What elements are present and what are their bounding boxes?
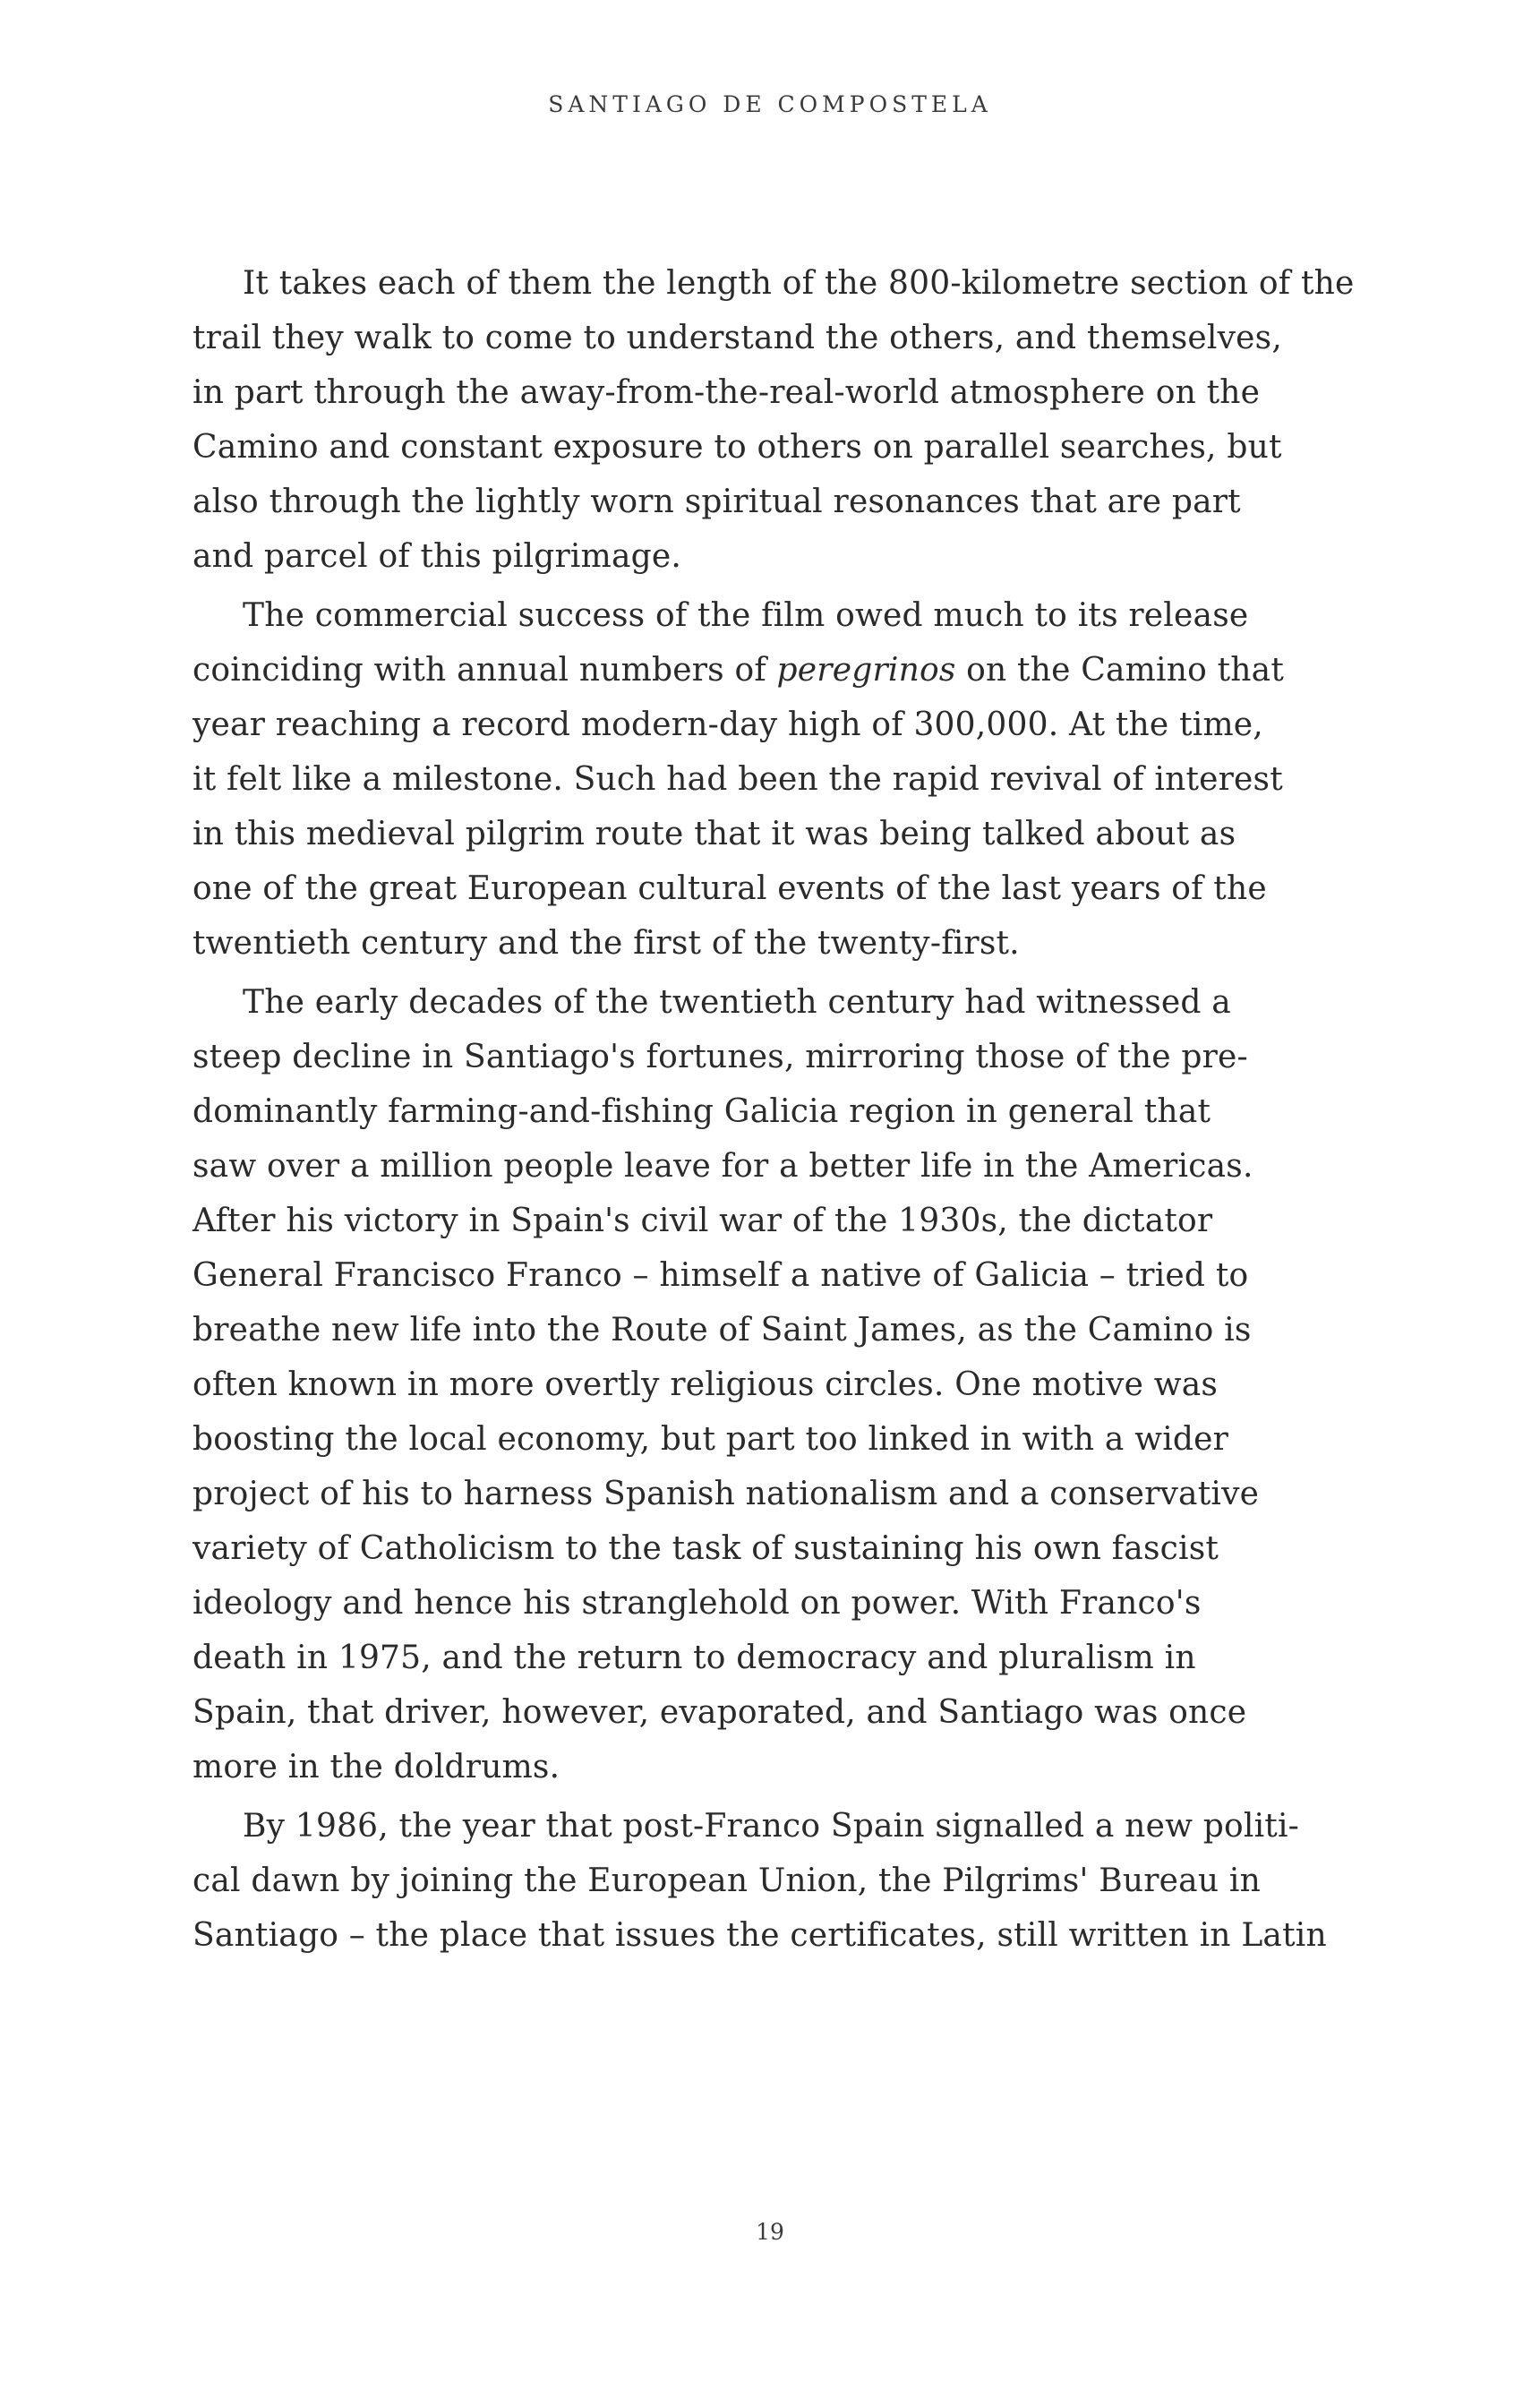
paragraph — [192, 588, 1339, 971]
text-line: death in 1975, and the return to democracy and pluralism in — [192, 1640, 1196, 1676]
text-line: saw over a million people leave for a better life in the Americas. — [192, 1148, 1253, 1185]
text-line: in part through the away-from-the-real-world atmosphere on the — [192, 374, 1261, 411]
text-line: cal dawn by joining the European Union, the Pilgrims' Bureau in — [192, 1862, 1261, 1899]
text-line: breathe new life into the Route of Saint James, as the Camino is — [192, 1312, 1252, 1349]
text-line: It takes each of them the length of the 800-kilometre section of the — [243, 265, 1355, 302]
paragraph — [192, 975, 1339, 1794]
italic-term: peregrinos — [776, 652, 956, 689]
text-line: dominantly farming-and-fishing Galicia region in general that — [192, 1093, 1211, 1130]
text-line: boosting the local economy, but part too linked in with a wider — [192, 1421, 1229, 1458]
text-line: Camino and constant exposure to others on parallel searches, but — [192, 429, 1282, 466]
paragraph — [192, 1799, 1339, 1963]
text-line: and parcel of this pilgrimage. — [192, 538, 682, 575]
text-line: project of his to harness Spanish nationalism and a conservative — [192, 1476, 1260, 1512]
text-line: twentieth century and the first of the twenty-first. — [192, 925, 1020, 962]
text-line: After his victory in Spain's civil war of the 1930s, the dictator — [192, 1203, 1213, 1239]
text-line: The commercial success of the film owed much to its release — [243, 597, 1249, 634]
text-line: year reaching a record modern-day high of 300,000. At the time, — [192, 706, 1263, 743]
text-line: it felt like a milestone. Such had been the rapid revival of interest — [192, 761, 1283, 798]
text-line: ideology and hence his stranglehold on power. With Franco's — [192, 1585, 1202, 1622]
text-segment: on the Camino that — [955, 652, 1285, 689]
page-number: 19 — [756, 2219, 784, 2245]
text-line: variety of Catholicism to the task of sustaining his own fascist — [192, 1530, 1219, 1567]
text-line — [192, 643, 1339, 698]
text-line: The early decades of the twentieth century had witnessed a — [243, 984, 1231, 1021]
text-line: more in the doldrums. — [192, 1749, 560, 1785]
paragraph — [192, 256, 1355, 584]
running-header: SANTIAGO DE COMPOSTELA — [548, 91, 992, 117]
text-segment: coinciding with annual numbers of — [192, 652, 777, 689]
text-line: in this medieval pilgrim route that it was being talked about as — [192, 816, 1236, 852]
text-line: one of the great European cultural events of the last years of the — [192, 870, 1267, 907]
text-line: By 1986, the year that post-Franco Spain signalled a new politi- — [243, 1808, 1300, 1845]
text-line: trail they walk to come to understand the others, and themselves, — [192, 320, 1282, 356]
text-line: General Francisco Franco – himself a native of Galicia – tried to — [192, 1257, 1249, 1294]
text-line: often known in more overtly religious circles. One motive was — [192, 1366, 1219, 1403]
text-line: Santiago – the place that issues the certificates, still written in Latin — [192, 1917, 1327, 1954]
body-text — [192, 256, 1355, 1967]
text-line: steep decline in Santiago's fortunes, mirroring those of the pre- — [192, 1039, 1248, 1075]
text-line: Spain, that driver, however, evaporated, and Santiago was once — [192, 1694, 1247, 1731]
text-line: also through the lightly worn spiritual resonances that are part — [192, 484, 1241, 520]
